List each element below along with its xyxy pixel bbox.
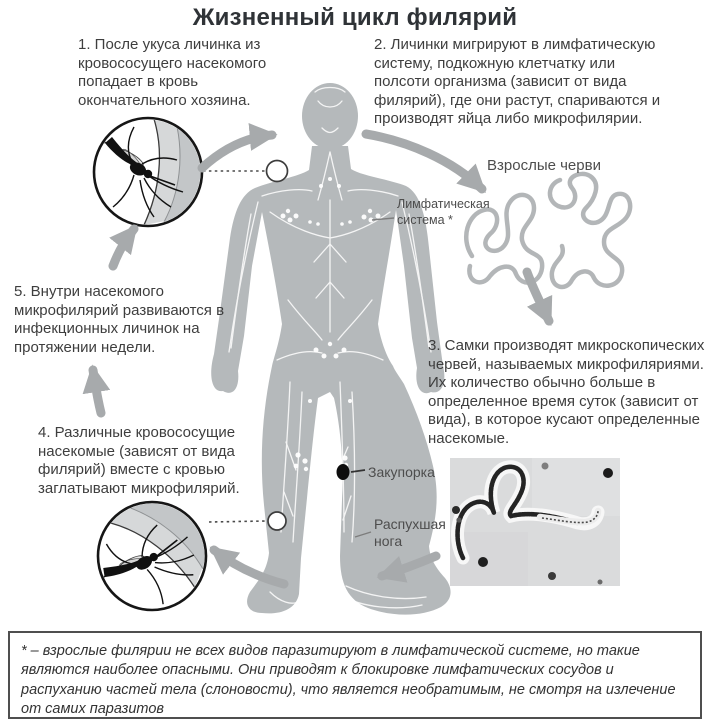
mosquito-bite-icon-top xyxy=(94,118,202,226)
cycle-arrow-step4-to-step5 xyxy=(93,370,101,413)
cycle-arrow-insect-to-body xyxy=(202,135,272,168)
bite-site-marker-knee xyxy=(268,512,286,530)
bite-site-marker-shoulder xyxy=(267,161,288,182)
dotted-connector-bottom xyxy=(209,521,266,522)
step-2-text: 2. Личинки мигрируют в лимфатическую систему, подкожную клетчатку или полсоти организма (зависит от вида филярий), где они растут, спариваются и производят яйца либо микрофилярии. xyxy=(374,36,661,128)
lymphatic-system-label: Лимфатическая система * xyxy=(397,197,490,227)
page-title: Жизненный цикл филярий xyxy=(192,4,518,31)
footnote-text: * – взрослые филярии не всех видов паразитируют в лимфатической системе, но такие являются наиболее опасными. Они приводят к блокировке лимфатических сосудов и распуханию частей тела (слоновости), что является необратимым, не смотря на излечение от самих паразитов xyxy=(21,643,676,717)
swollen-leg-label: Распухшая нога xyxy=(374,516,446,550)
step-1-text: 1. После укуса личинка из кровососущего насекомого попадает в кровь окончательного хозяина. xyxy=(78,36,267,109)
step-5-text: 5. Внутри насекомого микрофилярий развиваются в инфекционных личинок на протяжении недели. xyxy=(14,283,225,356)
adult-worms-illustration xyxy=(466,174,630,287)
cycle-arrow-step5-to-insect xyxy=(113,229,134,266)
blockage-dot xyxy=(337,464,350,480)
step-4-text: 4. Различные кровососущие насекомые (зависят от вида филярий) вместе с кровью заглатывают микрофилярий. xyxy=(38,424,240,497)
mosquito-bite-icon-bottom xyxy=(78,482,227,631)
footnote-box xyxy=(8,631,702,719)
adult-worms-label: Взрослые черви xyxy=(487,157,601,174)
blockage-label: Закупорка xyxy=(368,464,435,480)
microfilaria-micrograph xyxy=(450,458,620,586)
step-3-text: 3. Самки производят микроскопических червей, называемых микрофиляриями. Их количество обычно больше в определенное время суток (зависит от вида), в которое кусают определенные насекомые. xyxy=(428,337,705,447)
